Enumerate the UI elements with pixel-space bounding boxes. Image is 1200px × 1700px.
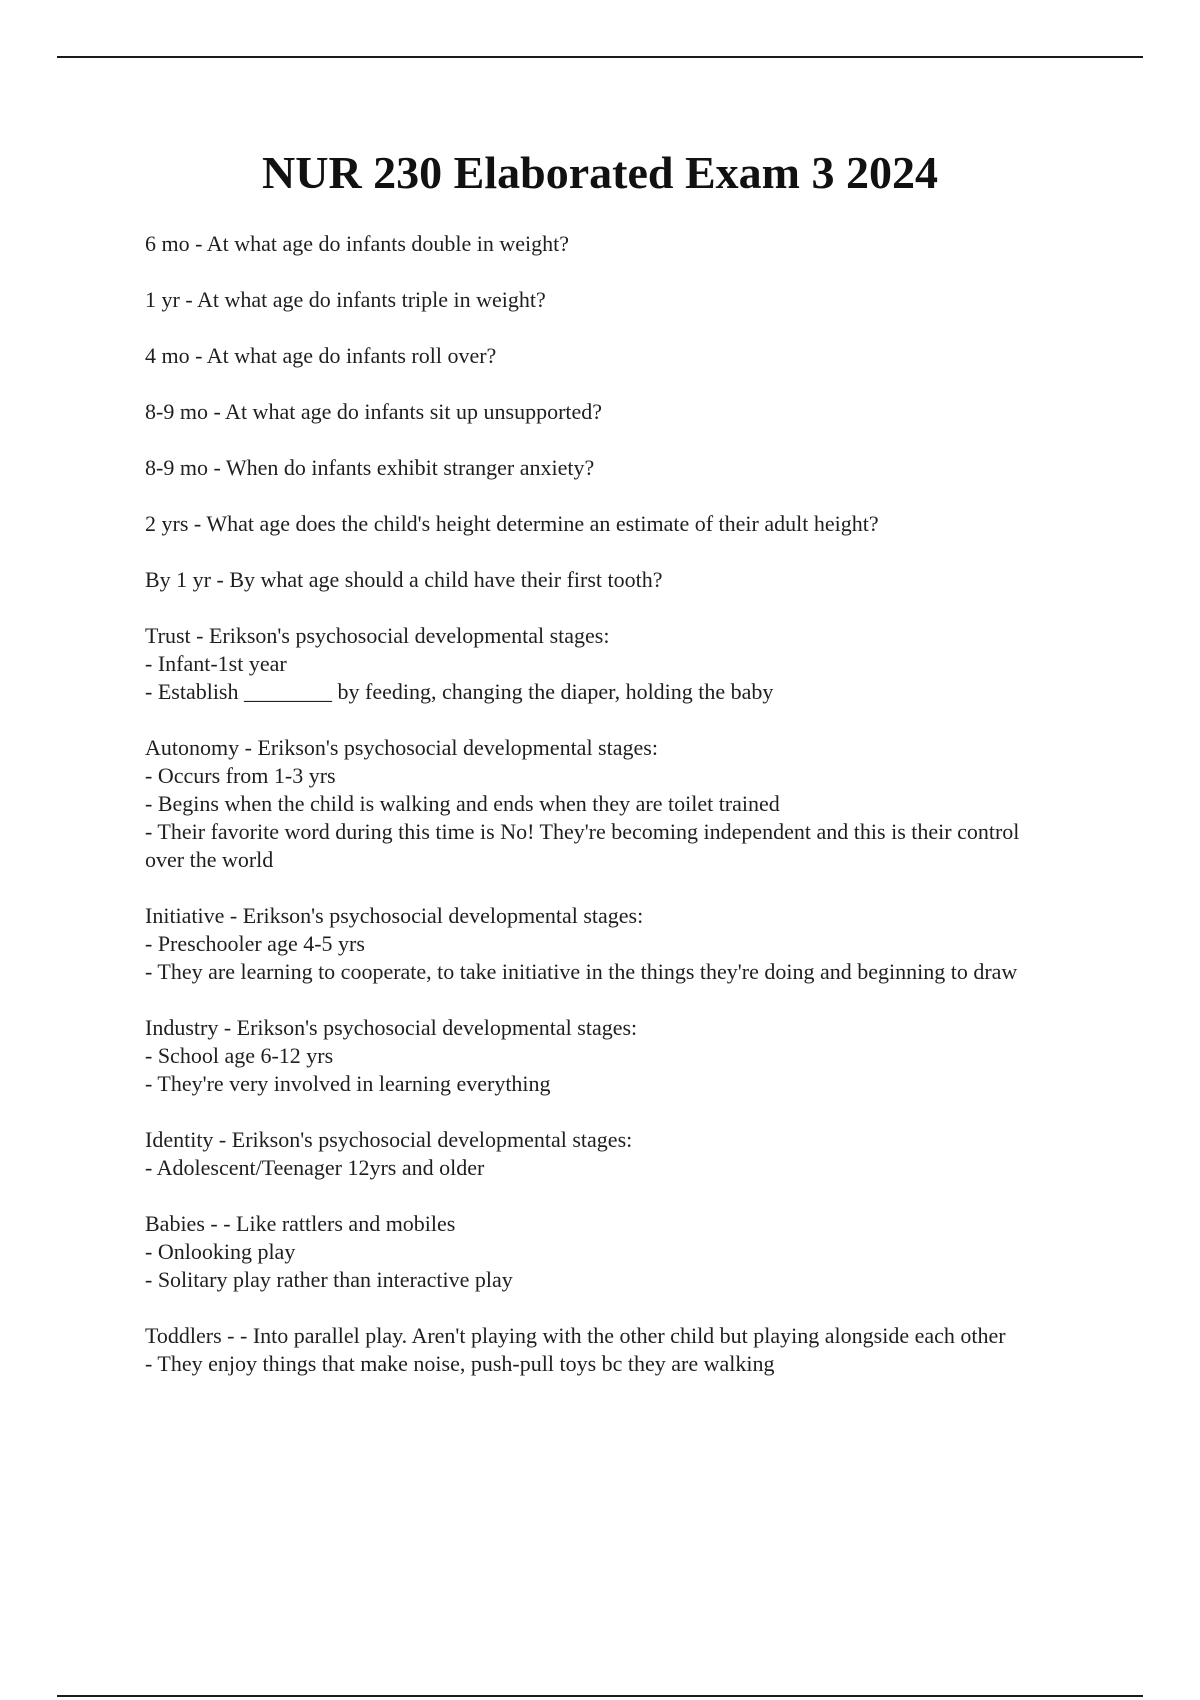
page-title: NUR 230 Elaborated Exam 3 2024	[262, 147, 938, 198]
entry-heading-line: Autonomy - Erikson's psychosocial developmental stages:	[145, 735, 658, 760]
entry-heading-line: Babies - - Like rattlers and mobiles	[145, 1211, 456, 1236]
document-body	[145, 230, 1060, 1406]
entry-detail-line: - Occurs from 1-3 yrs	[145, 763, 336, 788]
qa-entry	[145, 398, 1060, 426]
qa-entry	[145, 286, 1060, 314]
entry-heading-line: 2 yrs - What age does the child's height determine an estimate of their adult height?	[145, 511, 879, 536]
qa-entry	[145, 902, 1060, 986]
entry-heading-line: 1 yr - At what age do infants triple in weight?	[145, 287, 546, 312]
entry-detail-line: - Adolescent/Teenager 12yrs and older	[145, 1155, 485, 1180]
entry-detail-line: - They're very involved in learning everything	[145, 1071, 551, 1096]
qa-entry	[145, 1014, 1060, 1098]
qa-entry	[145, 1210, 1060, 1294]
qa-entry	[145, 622, 1060, 706]
entry-detail-line: - Establish ________ by feeding, changing the diaper, holding the baby	[145, 679, 774, 704]
qa-entry	[145, 566, 1060, 594]
entry-detail-line: - Infant-1st year	[145, 651, 287, 676]
entry-detail-line: - Solitary play rather than interactive play	[145, 1267, 513, 1292]
entry-heading-line: 8-9 mo - When do infants exhibit stranger anxiety?	[145, 455, 595, 480]
bottom-divider	[57, 1695, 1143, 1697]
entry-detail-line: - Begins when the child is walking and ends when they are toilet trained	[145, 791, 780, 816]
top-divider	[57, 56, 1143, 58]
entry-heading-line: Initiative - Erikson's psychosocial developmental stages:	[145, 903, 644, 928]
entry-heading-line: Identity - Erikson's psychosocial developmental stages:	[145, 1127, 633, 1152]
qa-entry	[145, 342, 1060, 370]
entry-detail-line: - They enjoy things that make noise, push-pull toys bc they are walking	[145, 1351, 775, 1376]
entry-detail-line: - Onlooking play	[145, 1239, 296, 1264]
entry-heading-line: By 1 yr - By what age should a child have their first tooth?	[145, 567, 663, 592]
qa-entry	[145, 454, 1060, 482]
entry-detail-line: - Their favorite word during this time is No! They're becoming independent and this is their control over the world	[145, 819, 1020, 872]
entry-heading-line: Industry - Erikson's psychosocial developmental stages:	[145, 1015, 638, 1040]
entry-heading-line: Toddlers - - Into parallel play. Aren't playing with the other child but playing alongside each other	[145, 1323, 1006, 1348]
entry-detail-line: - Preschooler age 4-5 yrs	[145, 931, 365, 956]
qa-entry	[145, 510, 1060, 538]
qa-entry	[145, 734, 1060, 874]
entry-detail-line: - They are learning to cooperate, to take initiative in the things they're doing and beginning to draw	[145, 959, 1018, 984]
entry-heading-line: 6 mo - At what age do infants double in weight?	[145, 231, 570, 256]
qa-entry	[145, 1126, 1060, 1182]
entry-detail-line: - School age 6-12 yrs	[145, 1043, 334, 1068]
qa-entry	[145, 1322, 1060, 1378]
qa-entry	[145, 230, 1060, 258]
entry-heading-line: Trust - Erikson's psychosocial developmental stages:	[145, 623, 610, 648]
entry-heading-line: 8-9 mo - At what age do infants sit up unsupported?	[145, 399, 603, 424]
entry-heading-line: 4 mo - At what age do infants roll over?	[145, 343, 497, 368]
